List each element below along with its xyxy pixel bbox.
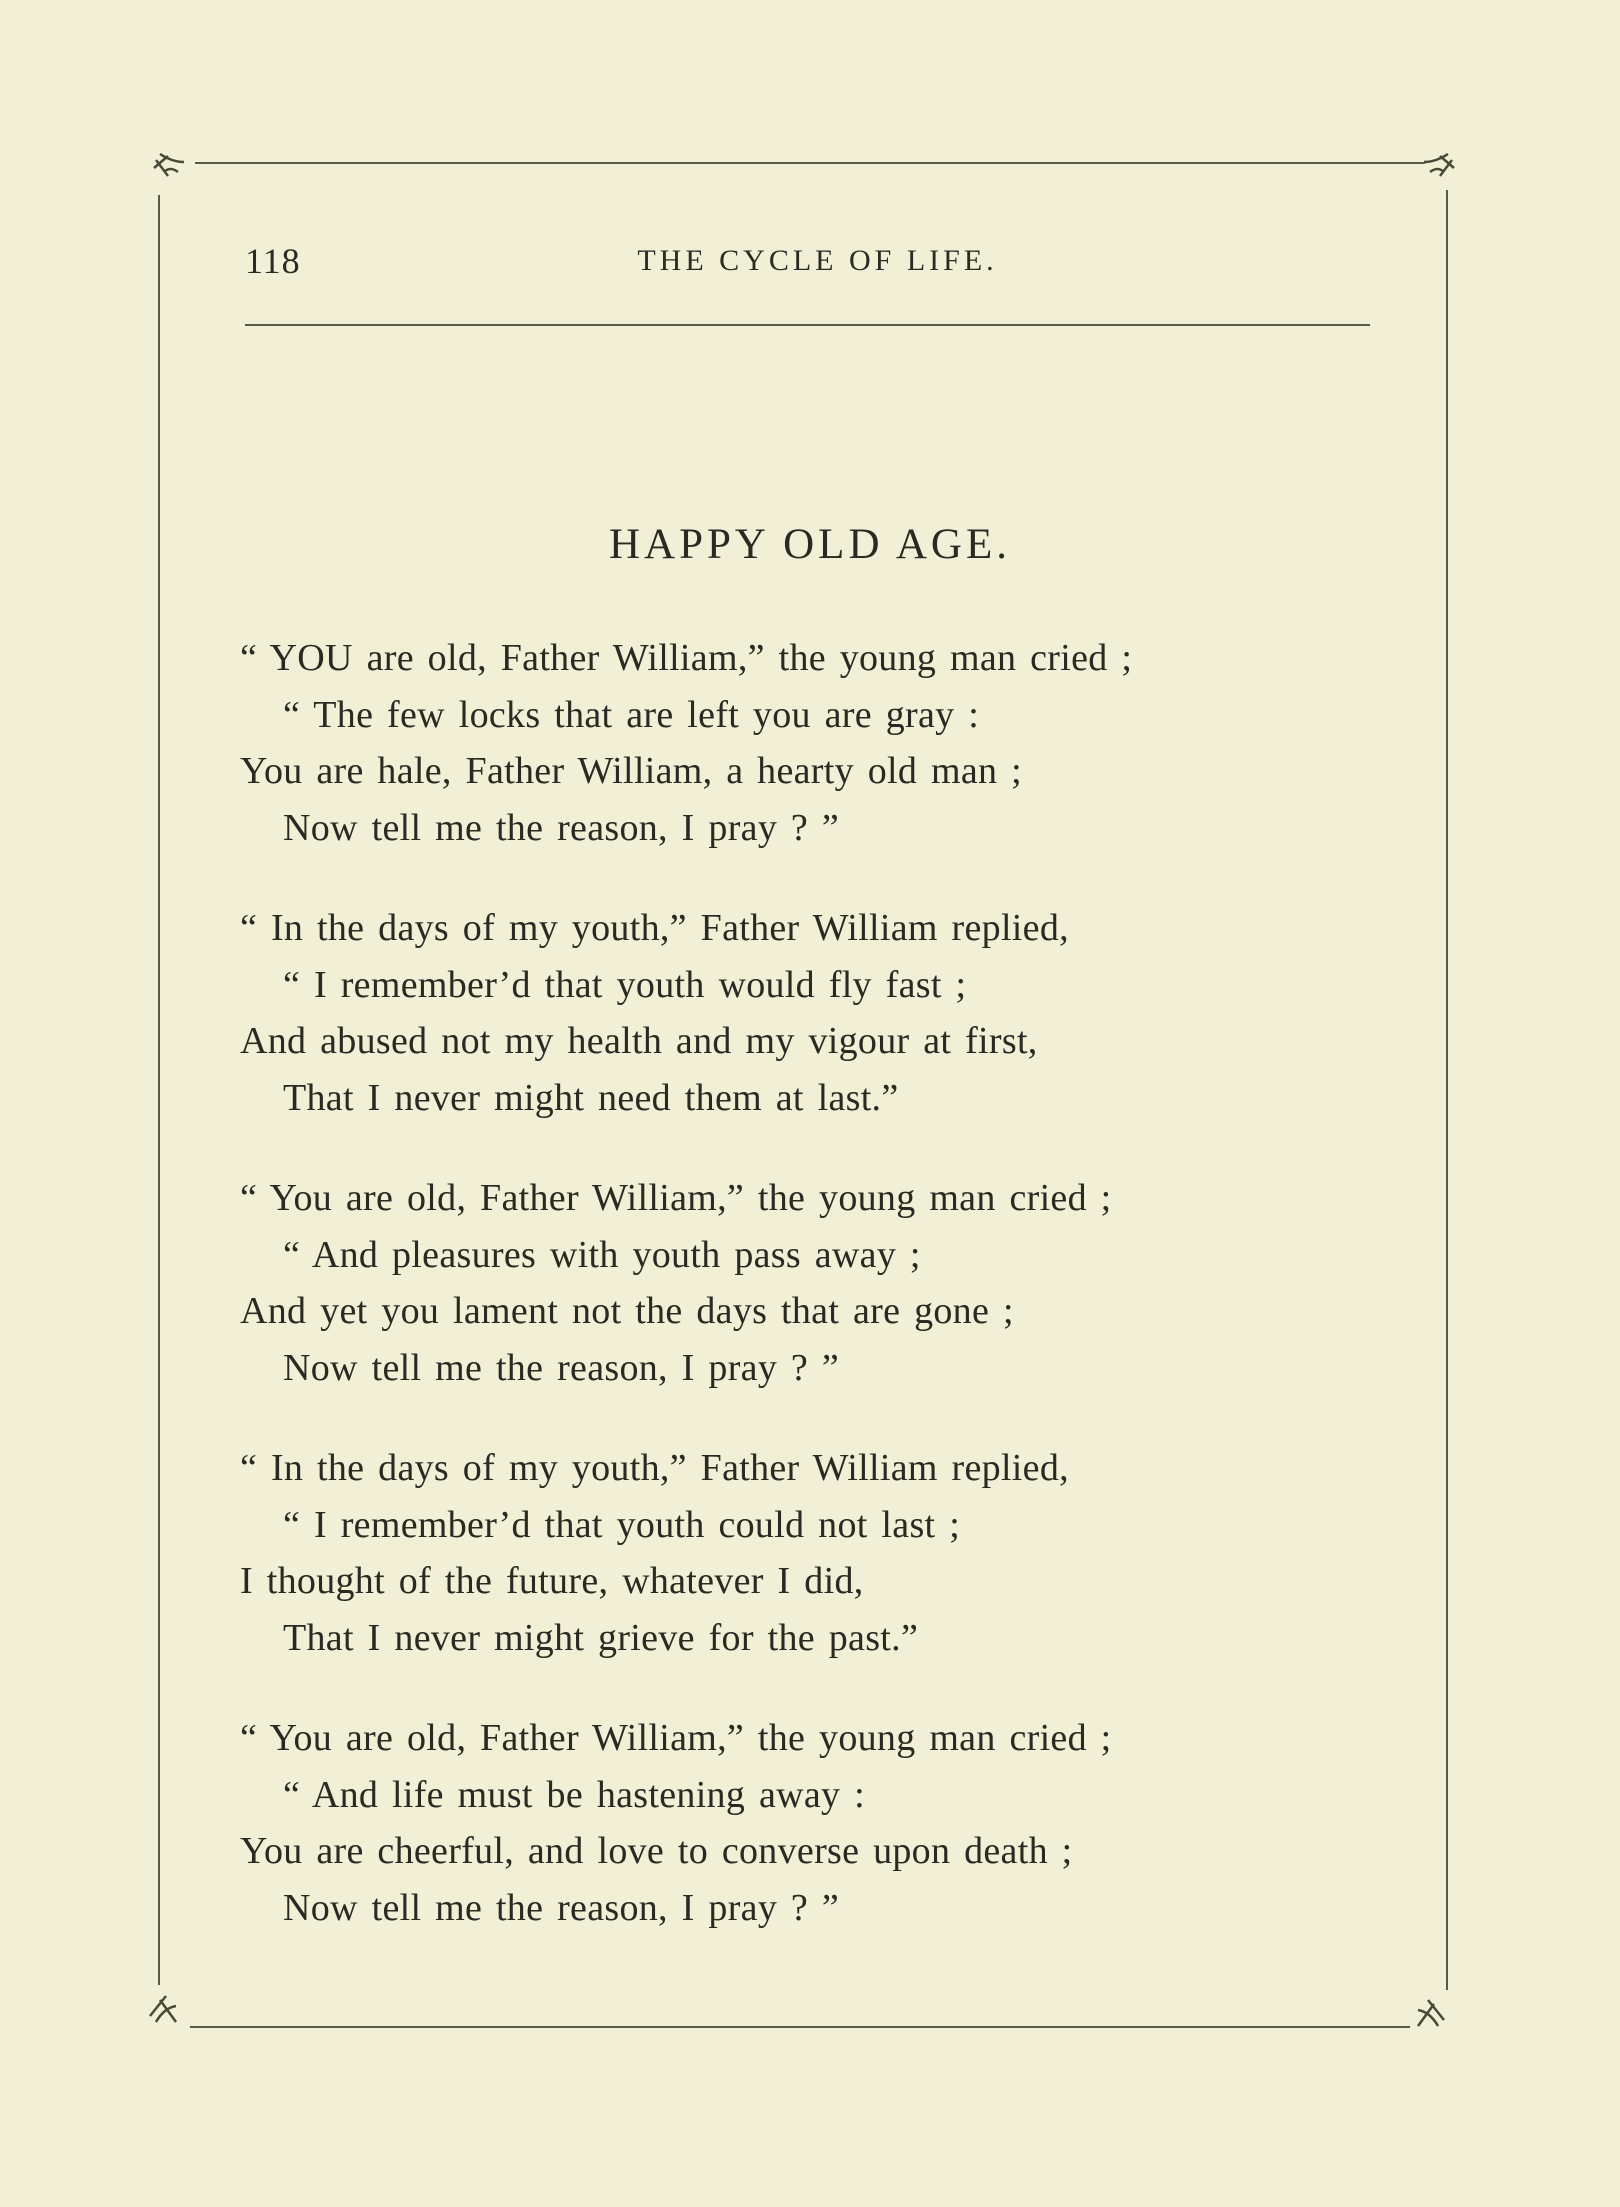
running-title: THE CYCLE OF LIFE.	[637, 244, 998, 277]
verse-line: “ And pleasures with youth pass away ;	[283, 1233, 921, 1276]
poem-title: HAPPY OLD AGE.	[608, 521, 1011, 568]
floral-corner-ornament-icon	[150, 148, 190, 188]
verse-line: “ I remember’d that youth could not last ;	[283, 1503, 961, 1546]
frame-right-rule	[1446, 190, 1448, 1990]
verse-line: “ And life must be hastening away :	[283, 1773, 865, 1816]
poem-body	[240, 630, 1390, 1980]
stanza	[240, 1710, 1390, 1936]
running-head	[245, 240, 1370, 280]
verse-line: “ You are old, Father William,” the young man cried ;	[240, 1177, 1112, 1219]
frame-left-rule	[158, 195, 160, 1985]
verse-line: You are cheerful, and love to converse upon death ;	[240, 1830, 1073, 1872]
header-divider	[245, 324, 1370, 326]
stanza	[240, 900, 1390, 1126]
verse-line: “ In the days of my youth,” Father William replied,	[240, 1447, 1069, 1489]
frame-top-rule	[195, 162, 1425, 164]
verse-line: Now tell me the reason, I pray ? ”	[283, 806, 840, 849]
floral-corner-ornament-icon	[146, 1988, 186, 2028]
verse-line: Now tell me the reason, I pray ? ”	[283, 1886, 840, 1929]
verse-line: That I never might grieve for the past.”	[283, 1616, 919, 1659]
floral-corner-ornament-icon	[1408, 1992, 1448, 2032]
page-number: 118	[245, 241, 301, 281]
verse-line: That I never might need them at last.”	[283, 1076, 899, 1119]
verse-line: “ The few locks that are left you are gray :	[283, 693, 980, 736]
verse-line: And yet you lament not the days that are gone ;	[240, 1290, 1014, 1332]
verse-line: Now tell me the reason, I pray ? ”	[283, 1346, 840, 1389]
verse-line: “ You are old, Father William,” the young man cried ;	[240, 1717, 1112, 1759]
verse-line: I thought of the future, whatever I did,	[240, 1560, 864, 1602]
verse-line: “ I remember’d that youth would fly fast ;	[283, 963, 967, 1006]
verse-line: And abused not my health and my vigour at first,	[240, 1020, 1038, 1062]
stanza	[240, 630, 1390, 856]
verse-line: “ YOU are old, Father William,” the young man cried ;	[240, 637, 1133, 679]
stanza	[240, 1440, 1390, 1666]
verse-line: You are hale, Father William, a hearty old man ;	[240, 750, 1022, 792]
floral-corner-ornament-icon	[1418, 148, 1458, 188]
verse-line: “ In the days of my youth,” Father William replied,	[240, 907, 1069, 949]
stanza	[240, 1170, 1390, 1396]
frame-bottom-rule	[190, 2026, 1410, 2028]
